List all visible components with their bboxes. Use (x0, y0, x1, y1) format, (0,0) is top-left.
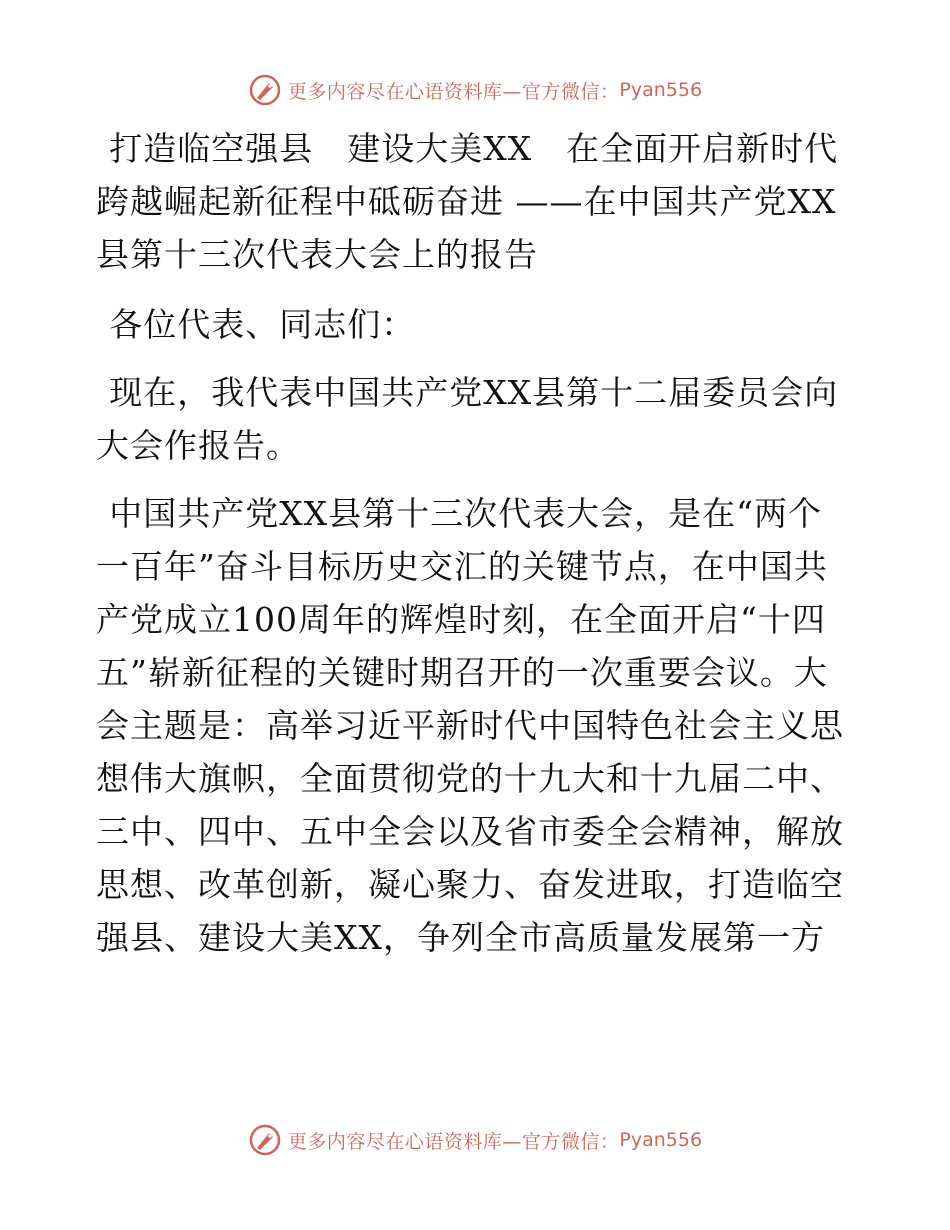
watermark-text: 更多内容尽在心语资料库—官方微信： (287, 1130, 620, 1153)
header-watermark (0, 70, 950, 110)
document-title: 打造临空强县 建设大美XX 在全面开启新时代跨越崛起新征程中砥砺奋进 ——在中国共产党XX县第十三次代表大会上的报告 (96, 129, 839, 274)
paragraph: 现在，我代表中国共产党XX县第十二届委员会向大会作报告。 (96, 373, 839, 465)
watermark-account: Pyan556 (619, 79, 703, 101)
watermark-account: Pyan556 (619, 1129, 703, 1151)
footer-watermark (0, 1120, 950, 1160)
pen-nib-logo-icon (248, 73, 282, 107)
pen-nib-logo-icon (248, 1123, 282, 1157)
salutation: 各位代表、同志们： (109, 305, 416, 344)
document-body (96, 122, 856, 979)
paragraph: 中国共产党XX县第十三次代表大会，是在“两个一百年”奋斗目标历史交汇的关键节点，在中国共产党成立100周年的辉煌时刻，在全面开启“十四五”崭新征程的关键时期召开的一次重要会议。大会主题是：高举习近平新时代中国特色社会主义思想伟大旗帜，全面贯彻党的十九大和十九届二中、三中、四中、五中全会以及省市委全会精神，解放思想、改革创新，凝心聚力、奋发进取，打造临空强县、建设大美XX，争列全市高质量发展第一方 (96, 494, 844, 957)
watermark-text: 更多内容尽在心语资料库—官方微信： (287, 80, 620, 103)
